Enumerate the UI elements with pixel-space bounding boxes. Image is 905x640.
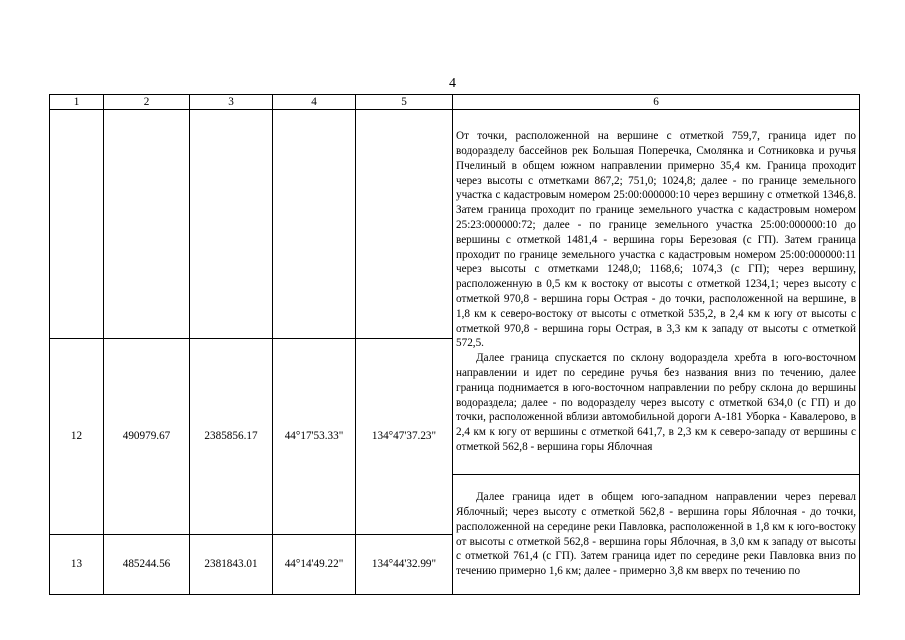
empty-cell [273,110,356,339]
empty-cell [190,110,273,339]
column-header: 2 [104,95,190,110]
longitude: 134°47'37.23" [356,339,453,535]
table-header-row [50,95,860,110]
point-number: 12 [50,339,104,535]
description-paragraph: От точки, расположенной на вершине с отметкой 759,7, граница идет по водоразделу бассейнов рек Большая Поперечка, Смолянка и Сотниковка и ручья Пчелиный в общем южном направлении примерно 35,4 км. Граница проходит через высоты с отметками 867,2; 751,0; 1024,8; далее - по границе земельного участка с кадастровым номером 25:00:000000:10 через вершину с отметкой 1346,8. Затем граница проходит по границе земельного участка с кадастровым номером 25:23:000000:72; далее - по границе земельного участка 25:00:000000:10 до вершины с отметкой 1481,4 - вершина горы Березовая (с ГП). Затем граница проходит по границе земельного участка с кадастровым номером 25:00:000000:11 через высоты с отметками 1248,0; 1168,6; 1074,3 (с ГП); через вершину, расположенную в 0,5 км к востоку от высоты с отметкой 1234,1; через высоту с отметкой 970,8 - вершина горы Острая - до точки, расположенной на вершине, в 1,8 км к северо-востоку от высоты с отметкой 535,2, в 2,4 км к югу от высоты с отметкой 970,8 - вершина горы Острая, в 3,3 км к западу от высоты с отметкой 572,5. [456,130,856,350]
boundary-table [49,94,860,595]
page-number: 4 [449,76,456,91]
column-header: 3 [190,95,273,110]
description-cell [453,110,860,475]
latitude: 44°14'49.22" [273,535,356,595]
description-paragraph: Далее граница спускается по склону водораздела хребта в юго-восточном направлении и идет по середине ручья без названия вниз по течению, далее граница поднимается в юго-восточном направлении по ребру склона до вершины водораздела; далее - по водоразделу через высоту с отметкой 634,0 (с ГП) и до точки, расположенной вблизи автомобильной дороги А-181 Уборка - Кавалерово, в 2,4 км к югу от вершины с отметкой 641,7, в 2,3 км к северо-западу от вершины с отметкой 562,8 - вершина горы Яблочная [456,352,856,453]
column-header: 5 [356,95,453,110]
column-header: 1 [50,95,104,110]
longitude: 134°44'32.99" [356,535,453,595]
x-coordinate: 490979.67 [104,339,190,535]
description-paragraph: Далее граница идет в общем юго-западном направлении через перевал Яблочный; через высоту с отметкой 562,8 - вершина горы Яблочная - до точки, расположенной на середине реки Павловка, расположенной в 1,8 км к юго-востоку от высоты с отметкой 562,8 - вершина горы Яблочная, в 3,0 км к западу от высоты с отметкой 761,4 (с ГП). Затем граница идет по середине реки Павловка вниз по течению примерно 1,6 км; далее - примерно 3,8 км вверх по течению по [456,491,856,578]
y-coordinate: 2381843.01 [190,535,273,595]
description-cell [453,475,860,595]
latitude: 44°17'53.33" [273,339,356,535]
column-header: 4 [273,95,356,110]
point-number: 13 [50,535,104,595]
column-header: 6 [453,95,860,110]
empty-cell [104,110,190,339]
empty-cell [356,110,453,339]
y-coordinate: 2385856.17 [190,339,273,535]
x-coordinate: 485244.56 [104,535,190,595]
table-row [50,110,860,339]
empty-cell [50,110,104,339]
